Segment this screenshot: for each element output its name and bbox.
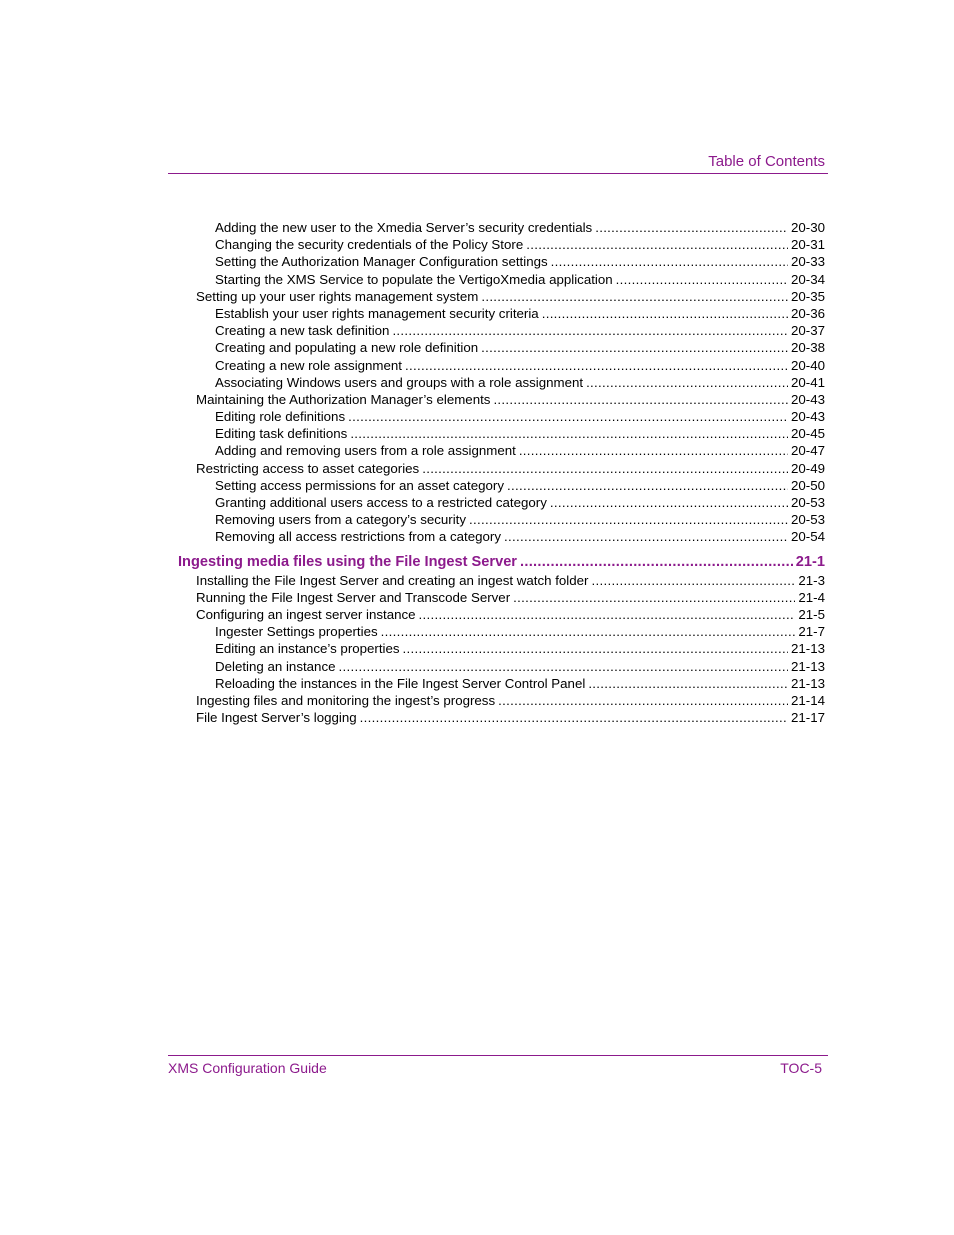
toc-dot-leader <box>504 528 788 545</box>
table-of-contents <box>168 219 825 726</box>
toc-dot-leader <box>520 553 793 572</box>
toc-entry-page: 21-5 <box>798 606 825 622</box>
toc-dot-leader <box>381 623 796 640</box>
toc-entry-page: 20-43 <box>790 391 825 407</box>
toc-entry-title: Granting additional users access to a restricted category <box>215 495 547 510</box>
toc-entry-title: Deleting an instance <box>215 658 336 674</box>
toc-entry-page: 20-35 <box>790 288 825 304</box>
toc-entry[interactable] <box>168 658 825 675</box>
toc-entry[interactable] <box>168 675 825 692</box>
toc-entry-page: 20-49 <box>790 460 825 476</box>
toc-dot-leader <box>526 236 788 253</box>
toc-dot-leader <box>542 305 788 322</box>
toc-entry-page: 21-3 <box>798 572 825 588</box>
toc-entry-title: Editing an instance’s properties <box>215 641 400 657</box>
toc-entry-title: Changing the security credentials of the Policy Store <box>215 237 524 253</box>
toc-entry[interactable] <box>168 528 825 545</box>
toc-entry[interactable] <box>168 709 825 726</box>
toc-entry-page: 20-41 <box>790 374 825 390</box>
toc-entry[interactable] <box>168 357 825 374</box>
toc-chapter-entry[interactable] <box>168 553 825 572</box>
toc-entry-title: Reloading the instances in the File Ingest Server Control Panel <box>215 675 586 691</box>
toc-entry[interactable] <box>168 253 825 270</box>
toc-entry-title: Restricting access to asset categories <box>196 460 420 476</box>
toc-entry-page: 21-14 <box>790 692 825 708</box>
toc-entry[interactable] <box>168 692 825 709</box>
toc-dot-leader <box>392 322 788 339</box>
toc-entry-title: Creating a new role assignment <box>215 357 402 373</box>
toc-entry[interactable] <box>168 477 825 494</box>
toc-dot-leader <box>595 219 788 236</box>
toc-entry-title: File Ingest Server’s logging <box>196 710 357 726</box>
toc-entry-title: Removing users from a category’s security <box>215 512 467 528</box>
toc-dot-leader <box>493 391 788 408</box>
toc-entry-page: 20-47 <box>790 443 825 459</box>
toc-dot-leader <box>551 253 788 270</box>
toc-dot-leader <box>519 442 788 459</box>
toc-entry-title: Adding the new user to the Xmedia Server’s security credentials <box>215 220 593 235</box>
toc-dot-leader <box>591 572 795 589</box>
toc-entry-title: Configuring an ingest server instance <box>196 606 416 622</box>
toc-dot-leader <box>507 477 788 494</box>
toc-entry-title: Setting access permissions for an asset category <box>215 477 504 493</box>
toc-entry-title: Editing task definitions <box>215 426 348 442</box>
toc-entry-page: 20-30 <box>790 220 825 235</box>
toc-entry-title: Ingesting files and monitoring the ingest’s progress <box>196 692 496 708</box>
toc-entry[interactable] <box>168 606 825 623</box>
toc-entry[interactable] <box>168 442 825 459</box>
toc-dot-leader <box>586 374 788 391</box>
toc-entry[interactable] <box>168 339 825 356</box>
toc-dot-leader <box>481 288 788 305</box>
toc-entry[interactable] <box>168 271 825 288</box>
toc-entry-title: Setting up your user rights management system <box>196 288 479 304</box>
toc-entry-page: 20-53 <box>790 495 825 510</box>
page-header-title: Table of Contents <box>708 153 825 170</box>
toc-entry-page: 20-50 <box>790 477 825 493</box>
toc-entry-page: 20-53 <box>790 512 825 528</box>
toc-entry[interactable] <box>168 425 825 442</box>
toc-entry-page: 21-17 <box>790 710 825 726</box>
toc-entry-page: 21-4 <box>798 589 825 605</box>
header-rule <box>168 173 828 174</box>
toc-entry-title: Creating and populating a new role definition <box>215 340 479 356</box>
toc-entry-page: 20-33 <box>790 254 825 270</box>
toc-entry[interactable] <box>168 494 825 511</box>
toc-entry-title: Adding and removing users from a role assignment <box>215 443 516 459</box>
toc-entry-page: 20-43 <box>790 409 825 425</box>
toc-entry[interactable] <box>168 572 825 589</box>
toc-entry[interactable] <box>168 391 825 408</box>
toc-entry-title: Ingesting media files using the File Ingest Server <box>178 553 517 570</box>
toc-entry-page: 20-37 <box>790 323 825 339</box>
toc-entry-page: 20-45 <box>790 426 825 442</box>
toc-entry-title: Editing role definitions <box>215 409 346 425</box>
toc-dot-leader <box>405 357 788 374</box>
toc-dot-leader <box>550 494 788 511</box>
toc-entry-page: 20-54 <box>790 529 825 545</box>
toc-dot-leader <box>481 339 788 356</box>
toc-dot-leader <box>588 675 788 692</box>
toc-dot-leader <box>339 658 788 675</box>
toc-entry-page: 21-13 <box>790 658 825 674</box>
toc-entry-title: Creating a new task definition <box>215 323 390 339</box>
toc-dot-leader <box>360 709 788 726</box>
footer-page-number: TOC-5 <box>780 1060 822 1076</box>
toc-entry-title: Establish your user rights management security criteria <box>215 305 539 321</box>
toc-entry[interactable] <box>168 511 825 528</box>
toc-entry-page: 20-40 <box>790 357 825 373</box>
toc-entry[interactable] <box>168 305 825 322</box>
toc-dot-leader <box>403 640 788 657</box>
toc-dot-leader <box>469 511 788 528</box>
toc-entry-title: Associating Windows users and groups with a role assignment <box>215 374 584 390</box>
toc-entry-page: 21-13 <box>790 675 825 691</box>
footer-rule <box>168 1055 828 1056</box>
toc-entry[interactable] <box>168 236 825 253</box>
toc-entry-title: Ingester Settings properties <box>215 624 378 640</box>
toc-dot-leader <box>419 606 796 623</box>
toc-entry-title: Removing all access restrictions from a category <box>215 529 501 545</box>
toc-dot-leader <box>350 425 788 442</box>
toc-dot-leader <box>616 271 788 288</box>
toc-entry-title: Setting the Authorization Manager Configuration settings <box>215 254 548 270</box>
toc-entry-title: Installing the File Ingest Server and creating an ingest watch folder <box>196 572 589 588</box>
toc-dot-leader <box>498 692 788 709</box>
toc-entry[interactable] <box>168 288 825 305</box>
toc-entry-title: Starting the XMS Service to populate the VertigoXmedia application <box>215 271 613 287</box>
toc-entry-page: 21-1 <box>795 553 825 570</box>
toc-entry[interactable] <box>168 374 825 391</box>
toc-entry[interactable] <box>168 623 825 640</box>
toc-dot-leader <box>513 589 795 606</box>
toc-entry-page: 20-38 <box>790 340 825 356</box>
toc-entry-page: 20-34 <box>790 271 825 287</box>
toc-entry[interactable] <box>168 408 825 425</box>
toc-dot-leader <box>348 408 788 425</box>
footer-document-title: XMS Configuration Guide <box>168 1060 327 1076</box>
toc-entry-page: 21-7 <box>798 624 825 640</box>
toc-entry-page: 21-13 <box>790 641 825 657</box>
toc-entry[interactable] <box>168 322 825 339</box>
toc-entry-title: Maintaining the Authorization Manager’s elements <box>196 391 491 407</box>
toc-entry[interactable] <box>168 460 825 477</box>
toc-entry-title: Running the File Ingest Server and Transcode Server <box>196 589 511 605</box>
toc-entry-page: 20-36 <box>790 305 825 321</box>
toc-entry-page: 20-31 <box>790 237 825 253</box>
toc-entry[interactable] <box>168 219 825 236</box>
toc-entry[interactable] <box>168 640 825 657</box>
toc-dot-leader <box>422 460 788 477</box>
toc-entry[interactable] <box>168 589 825 606</box>
